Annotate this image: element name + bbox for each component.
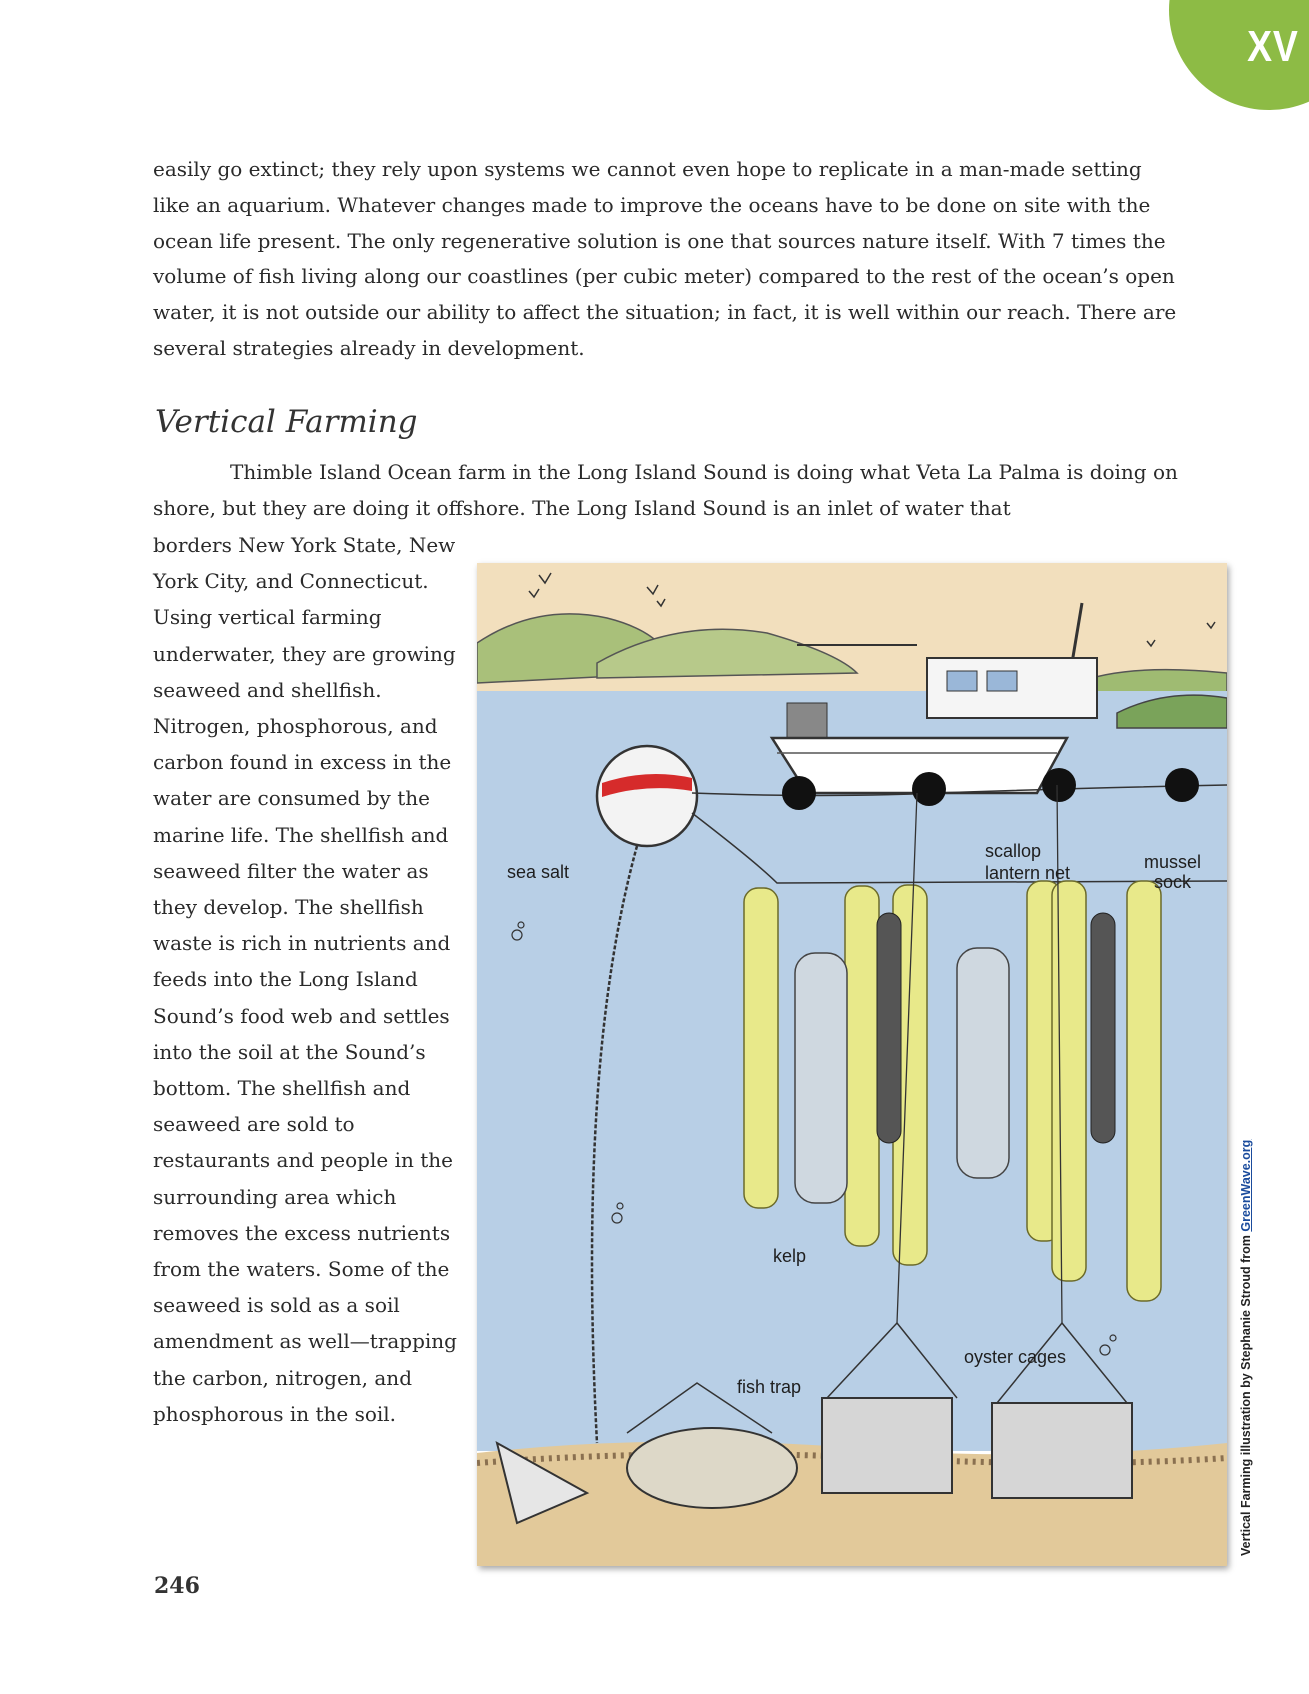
label-sea-salt: sea salt: [507, 862, 570, 882]
float-3: [1042, 768, 1076, 802]
label-lantern-net: lantern net: [985, 863, 1071, 883]
label-fish-trap: fish trap: [737, 1377, 802, 1397]
label-oyster-cages: oyster cages: [964, 1347, 1067, 1367]
label-scallop: scallop: [985, 841, 1042, 861]
chapter-label: XV: [1247, 22, 1299, 71]
label-kelp: kelp: [773, 1246, 807, 1266]
illustration-svg: [477, 563, 1227, 1566]
float-1: [782, 776, 816, 810]
label-mussel: mussel: [1144, 852, 1202, 872]
float-4: [1165, 768, 1199, 802]
buoy: [597, 746, 697, 846]
credit-link[interactable]: GreenWave.org: [1239, 1139, 1253, 1232]
credit-text: Vertical Farming illustration by Stephanie Stroud from: [1239, 1231, 1253, 1556]
vertical-farming-illustration: [477, 563, 1227, 1566]
fish-trap: [627, 1428, 797, 1508]
section-lead-text: Thimble Island Ocean farm in the Long Island Sound is doing what Veta La Palma is doing on shore, but they are doing it offshore. The Long Island Sound is an inlet of water that: [153, 460, 1178, 520]
page-number: 246: [154, 1573, 200, 1599]
label-sock: sock: [1154, 872, 1192, 892]
section-heading: Vertical Farming: [155, 404, 418, 440]
section-column-text: borders New York State, New York City, and Connecticut. Using vertical farming underwater, they are growing seaweed and shellfish. Nitrogen, phosphorous, and carbon found in excess in the water are consumed by the marine life. The shellfish and seaweed filter the water as they develop. The shellfish waste is rich in nutrients and feeds into the Long Island Sound’s food web and settles into the soil at the Sound’s bottom. The shellfish and seaweed are sold to restaurants and people in the surrounding area which removes the excess nutrients from the waters. Some of the seaweed is sold as a soil amendment as well—trapping the carbon, nitrogen, and phosphorous in the soil.: [153, 533, 457, 1426]
intro-paragraph: easily go extinct; they rely upon systems we cannot even hope to replicate in a man-made setting like an aquarium. Whatever changes made to improve the oceans have to be done on site with the ocean life present. The only regenerative solution is one that sources nature itself. With 7 times the volume of fish living along our coastlines (per cubic meter) compared to the rest of the ocean’s open water, it is not outside our ability to affect the situation; in fact, it is well within our reach. There are several strategies already in development.: [153, 157, 1177, 360]
illustration-credit: [1239, 1140, 1253, 1556]
